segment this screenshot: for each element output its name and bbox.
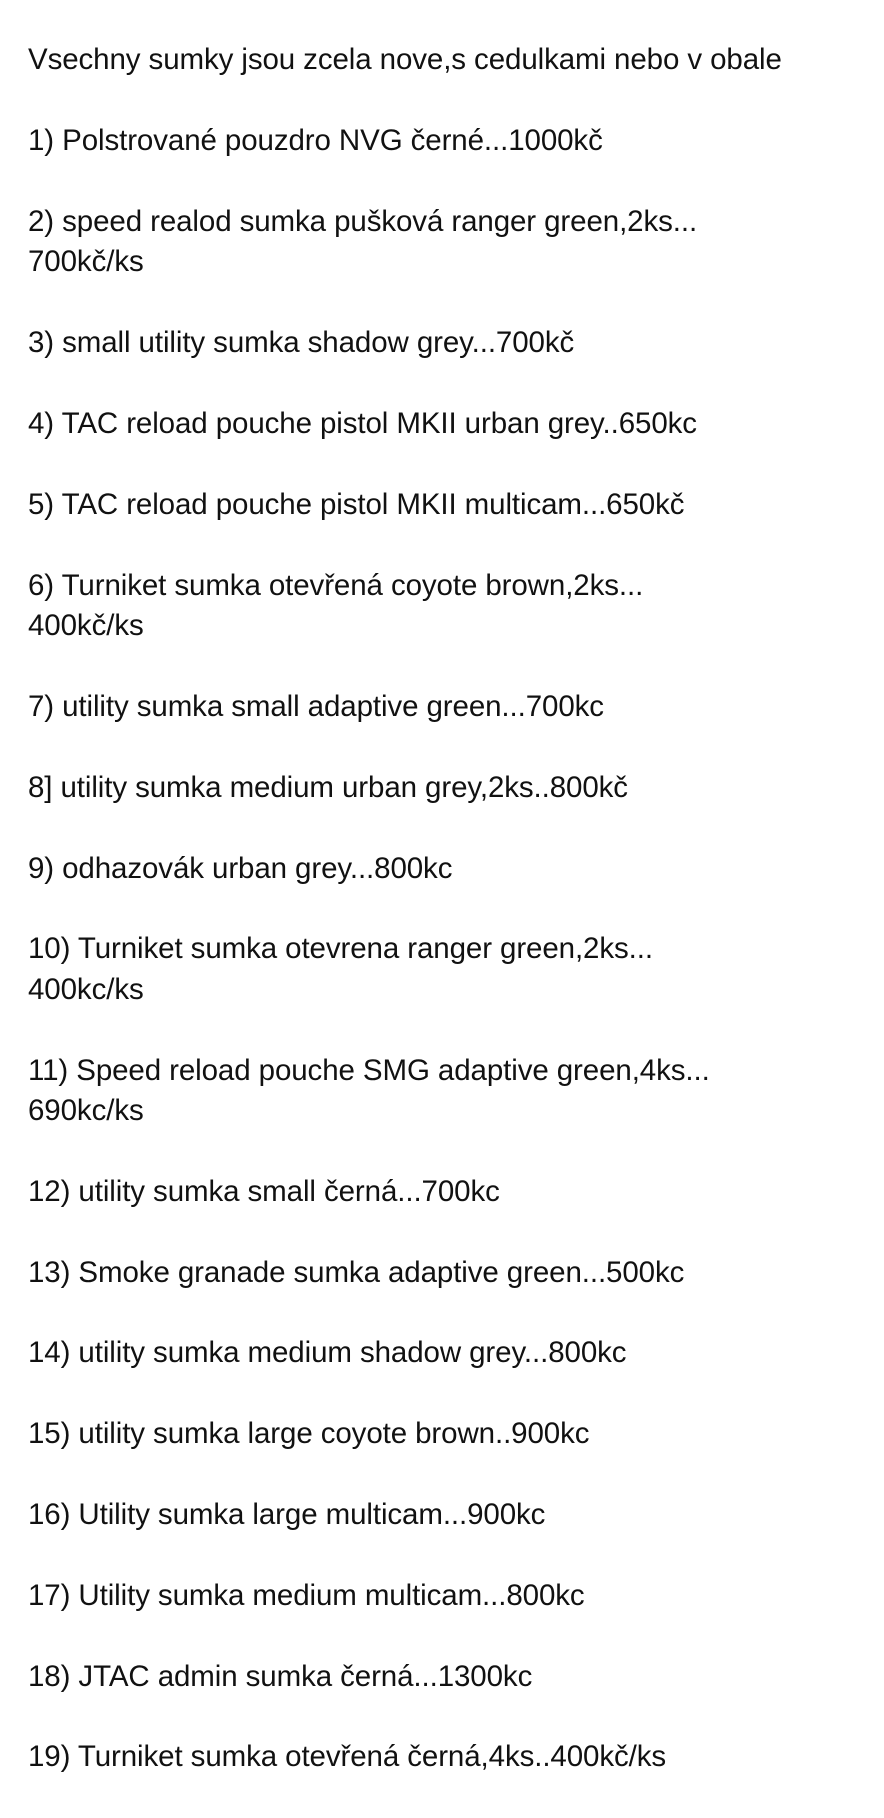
note-text — [28, 0, 878, 1818]
list-item: 1) Polstrované pouzdro NVG černé...1000kč — [28, 124, 603, 158]
list-item: 11) Speed reload pouche SMG adaptive green,4ks... 690kc/ks — [28, 1053, 710, 1127]
list-item: 9) odhazovák urban grey...800kc — [28, 851, 453, 885]
list-item: 15) utility sumka large coyote brown..900kc — [28, 1417, 590, 1451]
list-item: 4) TAC reload pouche pistol MKII urban grey..650kc — [28, 407, 697, 441]
list-item: 8] utility sumka medium urban grey,2ks..800kč — [28, 770, 628, 804]
list-item: 10) Turniket sumka otevrena ranger green,2ks... 400kc/ks — [28, 932, 653, 1006]
list-item: 6) Turniket sumka otevřená coyote brown,2ks... 400kč/ks — [28, 568, 644, 643]
list-item: 7) utility sumka small adaptive green...700kc — [28, 689, 604, 723]
note-intro: Vsechny sumky jsou zcela nove,s cedulkami nebo v obale — [28, 43, 782, 77]
list-item: 18) JTAC admin sumka černá...1300kc — [28, 1659, 533, 1693]
list-item: 16) Utility sumka large multicam...900kc — [28, 1498, 546, 1532]
list-item: 13) Smoke granade sumka adaptive green...500kc — [28, 1255, 685, 1289]
list-item: 3) small utility sumka shadow grey...700kč — [28, 326, 575, 360]
list-item: 14) utility sumka medium shadow grey...800kc — [28, 1336, 627, 1370]
list-item: 17) Utility sumka medium multicam...800kc — [28, 1578, 585, 1612]
list-item: 5) TAC reload pouche pistol MKII multicam...650kč — [28, 487, 685, 521]
list-item: 2) speed realod sumka pušková ranger green,2ks... 700kč/ks — [28, 205, 698, 279]
list-item: 19) Turniket sumka otevřená černá,4ks..400kč/ks — [28, 1740, 667, 1774]
list-item: 12) utility sumka small černá...700kc — [28, 1174, 500, 1208]
